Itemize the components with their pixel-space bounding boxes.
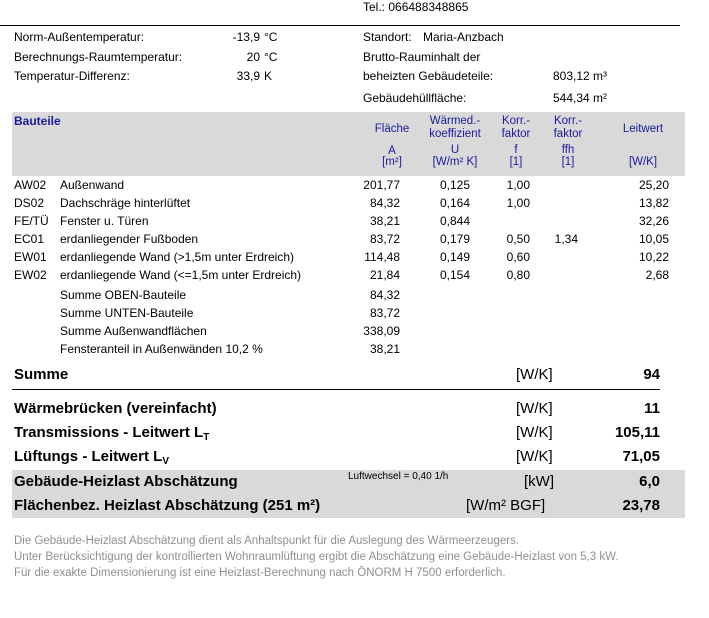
summe-unit: [W/K] xyxy=(516,366,553,383)
heizlast-unit: [kW] xyxy=(524,473,554,490)
norm-temp-value: -13,9 xyxy=(232,30,260,44)
row-area: 21,84 xyxy=(369,268,400,282)
row-f: 1,00 xyxy=(506,178,530,192)
row-f: 1,00 xyxy=(506,196,530,210)
flaechenbez-value: 23,78 xyxy=(622,497,660,514)
row-u: 0,154 xyxy=(439,268,470,282)
sum-value: 38,21 xyxy=(369,342,400,356)
summe-value: 94 xyxy=(643,366,660,383)
footer-note-3: Für die exakte Dimensionierung ist eine Heizlast-Berechnung nach ÖNORM H 7500 erforderlich. xyxy=(14,567,506,579)
sum-value: 338,09 xyxy=(363,324,400,338)
header-korr-ffh-2: faktor xyxy=(553,128,583,140)
room-temp-value: 20 xyxy=(246,50,260,64)
row-u: 0,179 xyxy=(439,232,470,246)
row-name: Fenster u. Türen xyxy=(60,214,149,228)
header-waerme-2: koeffizient xyxy=(429,128,481,140)
heizlast-value: 6,0 xyxy=(639,473,660,490)
footer-note-2: Unter Berücksichtigung der kontrollierten Wohnraumlüftung ergibt die Abschätzung eine Gebäude-Heizlast von 5,3 kW. xyxy=(14,551,619,563)
header-korr-f-4: [1] xyxy=(509,156,523,168)
header-korr-ffh-4: [1] xyxy=(561,156,575,168)
sum-value: 83,72 xyxy=(369,306,400,320)
lueftung-value: 71,05 xyxy=(622,448,660,465)
header-waerme-3: U xyxy=(450,144,460,156)
row-code: DS02 xyxy=(14,196,45,210)
temp-diff-label: Temperatur-Differenz: xyxy=(14,69,130,83)
row-area: 83,72 xyxy=(369,232,400,246)
row-area: 84,32 xyxy=(369,196,400,210)
summe-label: Summe xyxy=(14,366,69,383)
transmission-unit: [W/K] xyxy=(516,424,553,441)
tel-number: Tel.: 066488348865 xyxy=(363,0,469,14)
flaechenbez-unit: [W/m² BGF] xyxy=(466,497,546,514)
norm-temp-label: Norm-Außentemperatur: xyxy=(14,30,145,44)
row-area: 38,21 xyxy=(369,214,400,228)
header-waerme-1: Wärmed.- xyxy=(429,115,481,127)
header-flaeche-3: [m²] xyxy=(382,156,402,168)
location-label: Standort: xyxy=(363,30,412,44)
sum-label: Summe OBEN-Bauteile xyxy=(60,288,187,302)
row-code: AW02 xyxy=(14,178,47,192)
waermebruecken-label: Wärmebrücken (vereinfacht) xyxy=(14,400,217,417)
waermebruecken-value: 11 xyxy=(644,400,660,417)
header-korr-f-1: Korr.- xyxy=(501,115,531,127)
row-name: Außenwand xyxy=(60,178,125,192)
envelope-label: Gebäudehüllfläche: xyxy=(363,91,467,105)
row-name: Dachschräge hinterlüftet xyxy=(60,196,191,210)
row-leitwert: 32,26 xyxy=(638,214,669,228)
header-leitwert-2: [W/K] xyxy=(628,156,658,168)
transmission-label: Transmissions - Leitwert $L_T$ xyxy=(14,424,210,443)
heizlast-label: Gebäude-Heizlast Abschätzung xyxy=(14,473,238,490)
row-f: 0,50 xyxy=(506,232,530,246)
row-u: 0,844 xyxy=(439,214,470,228)
header-flaeche-2: A xyxy=(388,145,396,157)
header-korr-ffh-3: ffh xyxy=(561,144,575,156)
row-ffh: 1,34 xyxy=(554,232,578,246)
volume-label-1: Brutto-Rauminhalt der xyxy=(363,50,481,64)
top-rule xyxy=(0,25,680,26)
luftwechsel-note: Luftwechsel = 0,40 1/h xyxy=(348,471,449,482)
sum-label: Fensteranteil in Außenwänden 10,2 % xyxy=(60,342,263,356)
row-u: 0,164 xyxy=(439,196,470,210)
volume-value: 803,12 m³ xyxy=(553,69,608,83)
header-korr-ffh-1: Korr.- xyxy=(553,115,583,127)
row-name: erdanliegender Fußboden xyxy=(60,232,199,246)
norm-temp-unit: °C xyxy=(264,30,278,44)
row-name: erdanliegende Wand (>1,5m unter Erdreich) xyxy=(60,250,295,264)
header-waerme-4: [W/m² K] xyxy=(432,156,478,168)
temp-diff-value: 33,9 xyxy=(236,69,260,83)
waermebruecken-unit: [W/K] xyxy=(516,400,553,417)
row-area: 201,77 xyxy=(363,178,400,192)
row-f: 0,80 xyxy=(506,268,530,282)
lueftung-label: Lüftungs - Leitwert $L_V$ xyxy=(14,448,169,467)
row-area: 114,48 xyxy=(364,250,400,264)
room-temp-label: Berechnungs-Raumtemperatur: xyxy=(14,50,183,64)
row-u: 0,149 xyxy=(439,250,470,264)
row-f: 0,60 xyxy=(506,250,530,264)
header-korr-f-3: f xyxy=(514,144,518,156)
flaechenbez-label: Flächenbez. Heizlast Abschätzung (251 m²) xyxy=(14,497,321,514)
transmission-value: 105,11 xyxy=(614,424,660,441)
row-leitwert: 25,20 xyxy=(638,178,669,192)
row-code: EW01 xyxy=(14,250,47,264)
row-leitwert: 10,22 xyxy=(638,250,669,264)
header-flaeche-1: Fläche xyxy=(374,123,410,135)
lueftung-unit: [W/K] xyxy=(516,448,553,465)
row-leitwert: 2,68 xyxy=(645,268,669,282)
summe-rule xyxy=(12,389,660,390)
envelope-value: 544,34 m² xyxy=(553,91,608,105)
location-value: Maria-Anzbach xyxy=(423,30,504,44)
row-code: FE/TÜ xyxy=(14,214,49,228)
sum-label: Summe UNTEN-Bauteile xyxy=(60,306,194,320)
sum-value: 84,32 xyxy=(369,288,400,302)
row-code: EW02 xyxy=(14,268,47,282)
footer-note-1: Die Gebäude-Heizlast Abschätzung dient als Anhaltspunkt für die Auslegung des Wärmeerzeugers. xyxy=(14,535,520,547)
row-u: 0,125 xyxy=(439,178,470,192)
sum-label: Summe Außenwandflächen xyxy=(60,324,207,338)
volume-label-2: beheizten Gebäudeteile: xyxy=(363,69,494,83)
temp-diff-unit: K xyxy=(264,69,273,83)
row-code: EC01 xyxy=(14,232,45,246)
header-leitwert-1: Leitwert xyxy=(622,123,664,135)
header-korr-f-2: faktor xyxy=(501,128,531,140)
row-leitwert: 10,05 xyxy=(638,232,669,246)
table-header xyxy=(12,112,685,176)
row-name: erdanliegende Wand (<=1,5m unter Erdreich) xyxy=(60,268,302,282)
row-leitwert: 13,82 xyxy=(638,196,669,210)
header-bauteile: Bauteile xyxy=(14,114,61,128)
room-temp-unit: °C xyxy=(264,50,278,64)
